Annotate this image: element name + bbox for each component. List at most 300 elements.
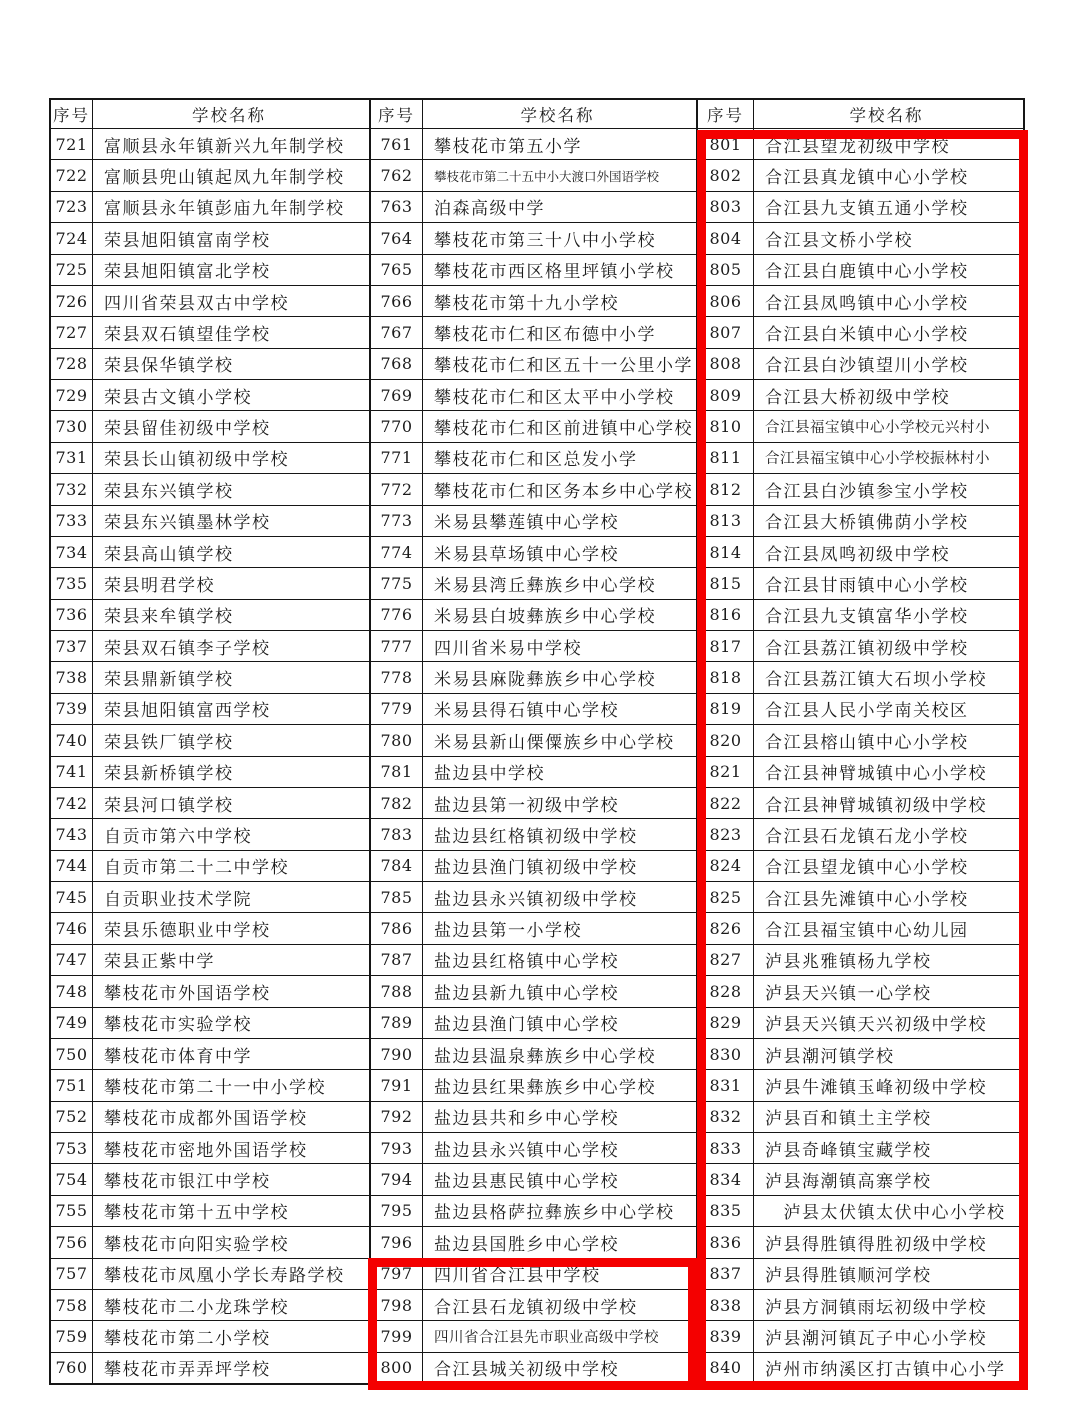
table-rows-801-840 [698,129,1023,1383]
school-name: 泊森高级中学 [434,199,545,220]
school-name: 合江县大桥镇佛荫小学校 [765,513,969,534]
school-name: 泸县兆雅镇杨九学校 [765,952,932,973]
table-row [698,662,1023,693]
table-row [371,757,696,788]
table-row [51,1039,369,1070]
table-group-801-840 [698,100,1023,1383]
school-name: 荣县留佳初级中学校 [104,419,271,440]
school-name: 合江县石龙镇初级中学校 [434,1297,638,1318]
school-name: 攀枝花市仁和区总发小学 [434,450,638,471]
school-name: 富顺县兜山镇起凤九年制学校 [104,168,345,189]
row-index: 769 [371,380,423,410]
school-name: 米易县湾丘彝族乡中心学校 [434,575,656,596]
row-index: 801 [698,129,754,159]
row-index: 731 [51,443,93,473]
school-name: 合江县福宝镇中心幼儿园 [765,921,969,942]
school-name: 合江县榕山镇中心小学校 [765,732,969,753]
school-name: 攀枝花市银江中学校 [104,1172,271,1193]
row-index: 826 [698,913,754,943]
table-row [51,788,369,819]
table-row [698,694,1023,725]
school-name: 泸县潮河镇瓦子中心小学校 [765,1328,987,1349]
row-index: 799 [371,1321,423,1351]
row-index: 782 [371,788,423,818]
table-row [51,725,369,756]
row-index: 771 [371,443,423,473]
table-row [51,568,369,599]
row-index: 774 [371,537,423,567]
table-row [371,223,696,254]
table-row [698,1008,1023,1039]
school-name: 荣县东兴镇墨林学校 [104,513,271,534]
school-name: 盐边县渔门镇初级中学校 [434,858,638,879]
table-row [698,819,1023,850]
table-row [51,443,369,474]
school-name: 攀枝花市向阳实验学校 [104,1234,289,1255]
row-index: 823 [698,819,754,849]
row-index: 787 [371,945,423,975]
school-name: 自贡市第二十二中学校 [104,858,289,879]
row-index: 786 [371,913,423,943]
school-name: 攀枝花市第五小学 [434,136,582,157]
table-row [698,129,1023,160]
table-row [698,600,1023,631]
row-index: 747 [51,945,93,975]
school-name: 盐边县渔门镇中心学校 [434,1015,619,1036]
school-name: 荣县双石镇李子学校 [104,638,271,659]
row-index: 818 [698,662,754,692]
school-name: 盐边县永兴镇中心学校 [434,1140,619,1161]
row-index: 736 [51,600,93,630]
school-name: 米易县攀莲镇中心学校 [434,513,619,534]
row-index: 760 [51,1353,93,1383]
table-row [371,945,696,976]
table-row [698,223,1023,254]
row-index: 738 [51,662,93,692]
row-index: 785 [371,882,423,912]
school-name: 攀枝花市仁和区五十一公里小学 [434,356,693,377]
school-name: 盐边县第一初级中学校 [434,795,619,816]
school-name: 四川省荣县双古中学校 [104,293,289,314]
school-name: 米易县麻陇彝族乡中心学校 [434,670,656,691]
school-name: 荣县乐德职业中学校 [104,921,271,942]
row-index: 728 [51,349,93,379]
school-name: 四川省米易中学校 [434,638,582,659]
table-group-721-760 [51,100,371,1383]
school-name: 泸县海潮镇高寨学校 [765,1172,932,1193]
row-index: 750 [51,1039,93,1069]
row-index: 741 [51,757,93,787]
table-row [51,694,369,725]
school-name: 米易县新山傈僳族乡中心学校 [434,732,675,753]
row-index: 795 [371,1196,423,1226]
school-name: 合江县荔江镇大石坝小学校 [765,670,987,691]
table-row [698,757,1023,788]
table-row [698,474,1023,505]
table-row [698,568,1023,599]
table-row [51,1196,369,1227]
row-index: 800 [371,1353,423,1383]
school-name: 米易县草场镇中心学校 [434,544,619,565]
row-index: 817 [698,631,754,661]
row-index: 788 [371,976,423,1006]
school-name: 攀枝花市第二十一中小学校 [104,1077,326,1098]
table-row [51,1353,369,1383]
table-row [698,443,1023,474]
school-list-table [49,98,1025,1385]
row-index: 758 [51,1290,93,1320]
school-name: 合江县真龙镇中心小学校 [765,168,969,189]
row-index: 775 [371,568,423,598]
school-name: 荣县来牟镇学校 [104,607,234,628]
table-row [51,317,369,348]
school-name: 合江县大桥初级中学校 [765,387,950,408]
school-name: 荣县正紫中学 [104,952,215,973]
table-row [698,1227,1023,1258]
school-name: 荣县长山镇初级中学校 [104,450,289,471]
school-name: 合江县神臂城镇中心小学校 [765,764,987,785]
school-name: 合江县福宝镇中心小学校元兴村小 [765,420,990,437]
row-index: 840 [698,1353,754,1383]
row-index: 778 [371,662,423,692]
school-name: 盐边县新九镇中心学校 [434,983,619,1004]
table-group-761-800 [371,100,698,1383]
school-name: 泸县天兴镇一心学校 [765,983,932,1004]
header-school-name: 学校名称 [849,106,924,125]
school-name: 攀枝花市密地外国语学校 [104,1140,308,1161]
school-name: 荣县河口镇学校 [104,795,234,816]
table-row [51,757,369,788]
school-name: 泸县百和镇土主学校 [765,1109,932,1130]
school-name: 泸县得胜镇得胜初级中学校 [765,1234,987,1255]
table-row [698,851,1023,882]
row-index: 794 [371,1164,423,1194]
table-row [698,882,1023,913]
table-row [51,129,369,160]
school-name: 合江县石龙镇石龙小学校 [765,826,969,847]
school-name: 合江县白沙镇参宝小学校 [765,481,969,502]
table-row [51,1164,369,1195]
table-row [51,851,369,882]
table-row [51,600,369,631]
school-name: 荣县旭阳镇富西学校 [104,701,271,722]
school-name: 富顺县永年镇新兴九年制学校 [104,136,345,157]
school-name: 攀枝花市第三十八中小学校 [434,230,656,251]
school-name: 合江县白鹿镇中心小学校 [765,262,969,283]
table-row [51,631,369,662]
school-name: 米易县白坡彝族乡中心学校 [434,607,656,628]
table-row [698,1070,1023,1101]
row-index: 808 [698,349,754,379]
table-row [371,1196,696,1227]
row-index: 737 [51,631,93,661]
table-row [698,192,1023,223]
school-name: 盐边县第一小学校 [434,921,582,942]
row-index: 820 [698,725,754,755]
table-row [371,1133,696,1164]
row-index: 813 [698,506,754,536]
table-row [51,506,369,537]
school-name: 合江县凤鸣镇中心小学校 [765,293,969,314]
table-row [51,474,369,505]
table-row [51,192,369,223]
table-row [51,945,369,976]
school-name: 泸县天兴镇天兴初级中学校 [765,1015,987,1036]
school-name: 泸县方洞镇雨坛初级中学校 [765,1297,987,1318]
row-index: 798 [371,1290,423,1320]
school-name: 合江县凤鸣初级中学校 [765,544,950,565]
table-row [371,1353,696,1383]
table-row [698,537,1023,568]
row-index: 729 [51,380,93,410]
row-index: 835 [698,1196,754,1226]
row-index: 753 [51,1133,93,1163]
row-index: 746 [51,913,93,943]
table-row [698,255,1023,286]
table-row [371,725,696,756]
table-header-row [371,100,696,129]
row-index: 770 [371,411,423,441]
header-school-name: 学校名称 [520,106,595,125]
row-index: 765 [371,255,423,285]
school-name: 合江县人民小学南关校区 [765,701,969,722]
table-row [371,851,696,882]
table-header-row [698,100,1023,129]
table-row [371,976,696,1007]
table-row [698,1039,1023,1070]
row-index: 792 [371,1102,423,1132]
row-index: 742 [51,788,93,818]
row-index: 726 [51,286,93,316]
school-name: 富顺县永年镇彭庙九年制学校 [104,199,345,220]
table-row [371,192,696,223]
row-index: 819 [698,694,754,724]
table-row [371,1227,696,1258]
row-index: 803 [698,192,754,222]
row-index: 807 [698,317,754,347]
table-row [51,1008,369,1039]
school-name: 攀枝花市二小龙珠学校 [104,1297,289,1318]
row-index: 827 [698,945,754,975]
row-index: 768 [371,349,423,379]
row-index: 743 [51,819,93,849]
school-name: 泸县得胜镇顺河学校 [765,1266,932,1287]
row-index: 838 [698,1290,754,1320]
table-row [51,1070,369,1101]
table-row [698,788,1023,819]
school-name: 攀枝花市第二小学校 [104,1328,271,1349]
row-index: 779 [371,694,423,724]
row-index: 830 [698,1039,754,1069]
table-row [371,662,696,693]
school-name: 攀枝花市仁和区太平中小学校 [434,387,675,408]
row-index: 824 [698,851,754,881]
table-row [51,1259,369,1290]
school-name: 合江县望龙初级中学校 [765,136,950,157]
table-row [698,1133,1023,1164]
table-row [51,1290,369,1321]
row-index: 745 [51,882,93,912]
row-index: 837 [698,1259,754,1289]
school-name: 荣县保华镇学校 [104,356,234,377]
row-index: 776 [371,600,423,630]
school-name: 合江县城关初级中学校 [434,1360,619,1381]
row-index: 789 [371,1008,423,1038]
table-row [51,255,369,286]
school-name: 盐边县共和乡中心学校 [434,1109,619,1130]
school-name: 荣县新桥镇学校 [104,764,234,785]
table-row [371,1164,696,1195]
row-index: 748 [51,976,93,1006]
row-index: 832 [698,1102,754,1132]
table-row [51,882,369,913]
table-row [371,1290,696,1321]
table-row [371,380,696,411]
table-row [371,160,696,191]
school-name: 合江县甘雨镇中心小学校 [765,575,969,596]
table-header-row [51,100,369,129]
row-index: 797 [371,1259,423,1289]
school-name: 攀枝花市凤凰小学长寿路学校 [104,1266,345,1287]
school-name: 泸县牛滩镇玉峰初级中学校 [765,1077,987,1098]
school-name: 盐边县红格镇中心学校 [434,952,619,973]
row-index: 773 [371,506,423,536]
row-index: 815 [698,568,754,598]
row-index: 749 [51,1008,93,1038]
table-row [698,1290,1023,1321]
row-index: 754 [51,1164,93,1194]
row-index: 777 [371,631,423,661]
table-row [698,1353,1023,1383]
row-index: 744 [51,851,93,881]
school-name: 攀枝花市弄弄坪学校 [104,1360,271,1381]
table-row [698,506,1023,537]
row-index: 757 [51,1259,93,1289]
table-row [371,1321,696,1352]
row-index: 806 [698,286,754,316]
school-name: 四川省合江县中学校 [434,1266,601,1287]
school-name: 攀枝花市西区格里坪镇小学校 [434,262,675,283]
table-row [698,160,1023,191]
table-row [371,286,696,317]
table-rows-761-800 [371,129,696,1383]
row-index: 812 [698,474,754,504]
header-index: 序号 [698,100,754,128]
row-index: 733 [51,506,93,536]
row-index: 784 [371,851,423,881]
row-index: 829 [698,1008,754,1038]
school-name: 合江县望龙镇中心小学校 [765,858,969,879]
header-index: 序号 [371,100,423,128]
row-index: 802 [698,160,754,190]
row-index: 766 [371,286,423,316]
school-name: 荣县高山镇学校 [104,544,234,565]
table-row [371,600,696,631]
school-name: 合江县先滩镇中心小学校 [765,889,969,910]
table-row [51,1227,369,1258]
table-row [371,411,696,442]
table-row [698,317,1023,348]
school-name: 攀枝花市体育中学 [104,1046,252,1067]
school-name: 攀枝花市实验学校 [104,1015,252,1036]
table-row [51,380,369,411]
school-name: 攀枝花市第二十五中小大渡口外国语学校 [434,168,660,184]
school-name: 荣县古文镇小学校 [104,387,252,408]
table-row [698,725,1023,756]
table-row [698,1321,1023,1352]
row-index: 783 [371,819,423,849]
table-row [698,976,1023,1007]
school-name: 盐边县国胜乡中心学校 [434,1234,619,1255]
school-name: 合江县文桥小学校 [765,230,913,251]
table-row [698,631,1023,662]
table-row [371,129,696,160]
table-row [371,317,696,348]
table-row [51,976,369,1007]
row-index: 756 [51,1227,93,1257]
row-index: 727 [51,317,93,347]
table-row [51,913,369,944]
table-row [698,913,1023,944]
school-name: 合江县神臂城镇初级中学校 [765,795,987,816]
table-row [371,255,696,286]
row-index: 825 [698,882,754,912]
school-name: 荣县双石镇望佳学校 [104,324,271,345]
school-name: 荣县东兴镇学校 [104,481,234,502]
table-row [698,380,1023,411]
school-name: 合江县白沙镇望川小学校 [765,356,969,377]
table-rows-721-760 [51,129,369,1383]
school-name: 荣县旭阳镇富北学校 [104,262,271,283]
school-name: 盐边县红格镇初级中学校 [434,826,638,847]
school-name: 盐边县永兴镇初级中学校 [434,889,638,910]
table-row [698,1196,1023,1227]
school-name: 攀枝花市外国语学校 [104,983,271,1004]
row-index: 822 [698,788,754,818]
row-index: 780 [371,725,423,755]
table-row [371,1008,696,1039]
row-index: 740 [51,725,93,755]
school-name: 荣县明君学校 [104,575,215,596]
table-row [371,474,696,505]
table-row [51,286,369,317]
school-name: 盐边县惠民镇中心学校 [434,1172,619,1193]
header-school-name: 学校名称 [192,106,266,125]
school-name: 米易县得石镇中心学校 [434,701,619,722]
table-row [51,1102,369,1133]
school-name: 盐边县温泉彝族乡中心学校 [434,1046,656,1067]
table-row [51,1133,369,1164]
table-row [371,1039,696,1070]
school-name: 盐边县中学校 [434,764,545,785]
table-row [51,223,369,254]
row-index: 814 [698,537,754,567]
row-index: 721 [51,129,93,159]
school-name: 泸县奇峰镇宝藏学校 [765,1140,932,1161]
table-row [371,1070,696,1101]
school-name: 荣县铁厂镇学校 [104,732,234,753]
row-index: 834 [698,1164,754,1194]
table-row [371,537,696,568]
school-name: 合江县九支镇富华小学校 [765,607,969,628]
row-index: 772 [371,474,423,504]
row-index: 732 [51,474,93,504]
school-name: 荣县鼎新镇学校 [104,670,234,691]
row-index: 762 [371,160,423,190]
row-index: 752 [51,1102,93,1132]
table-row [51,411,369,442]
table-row [698,1102,1023,1133]
